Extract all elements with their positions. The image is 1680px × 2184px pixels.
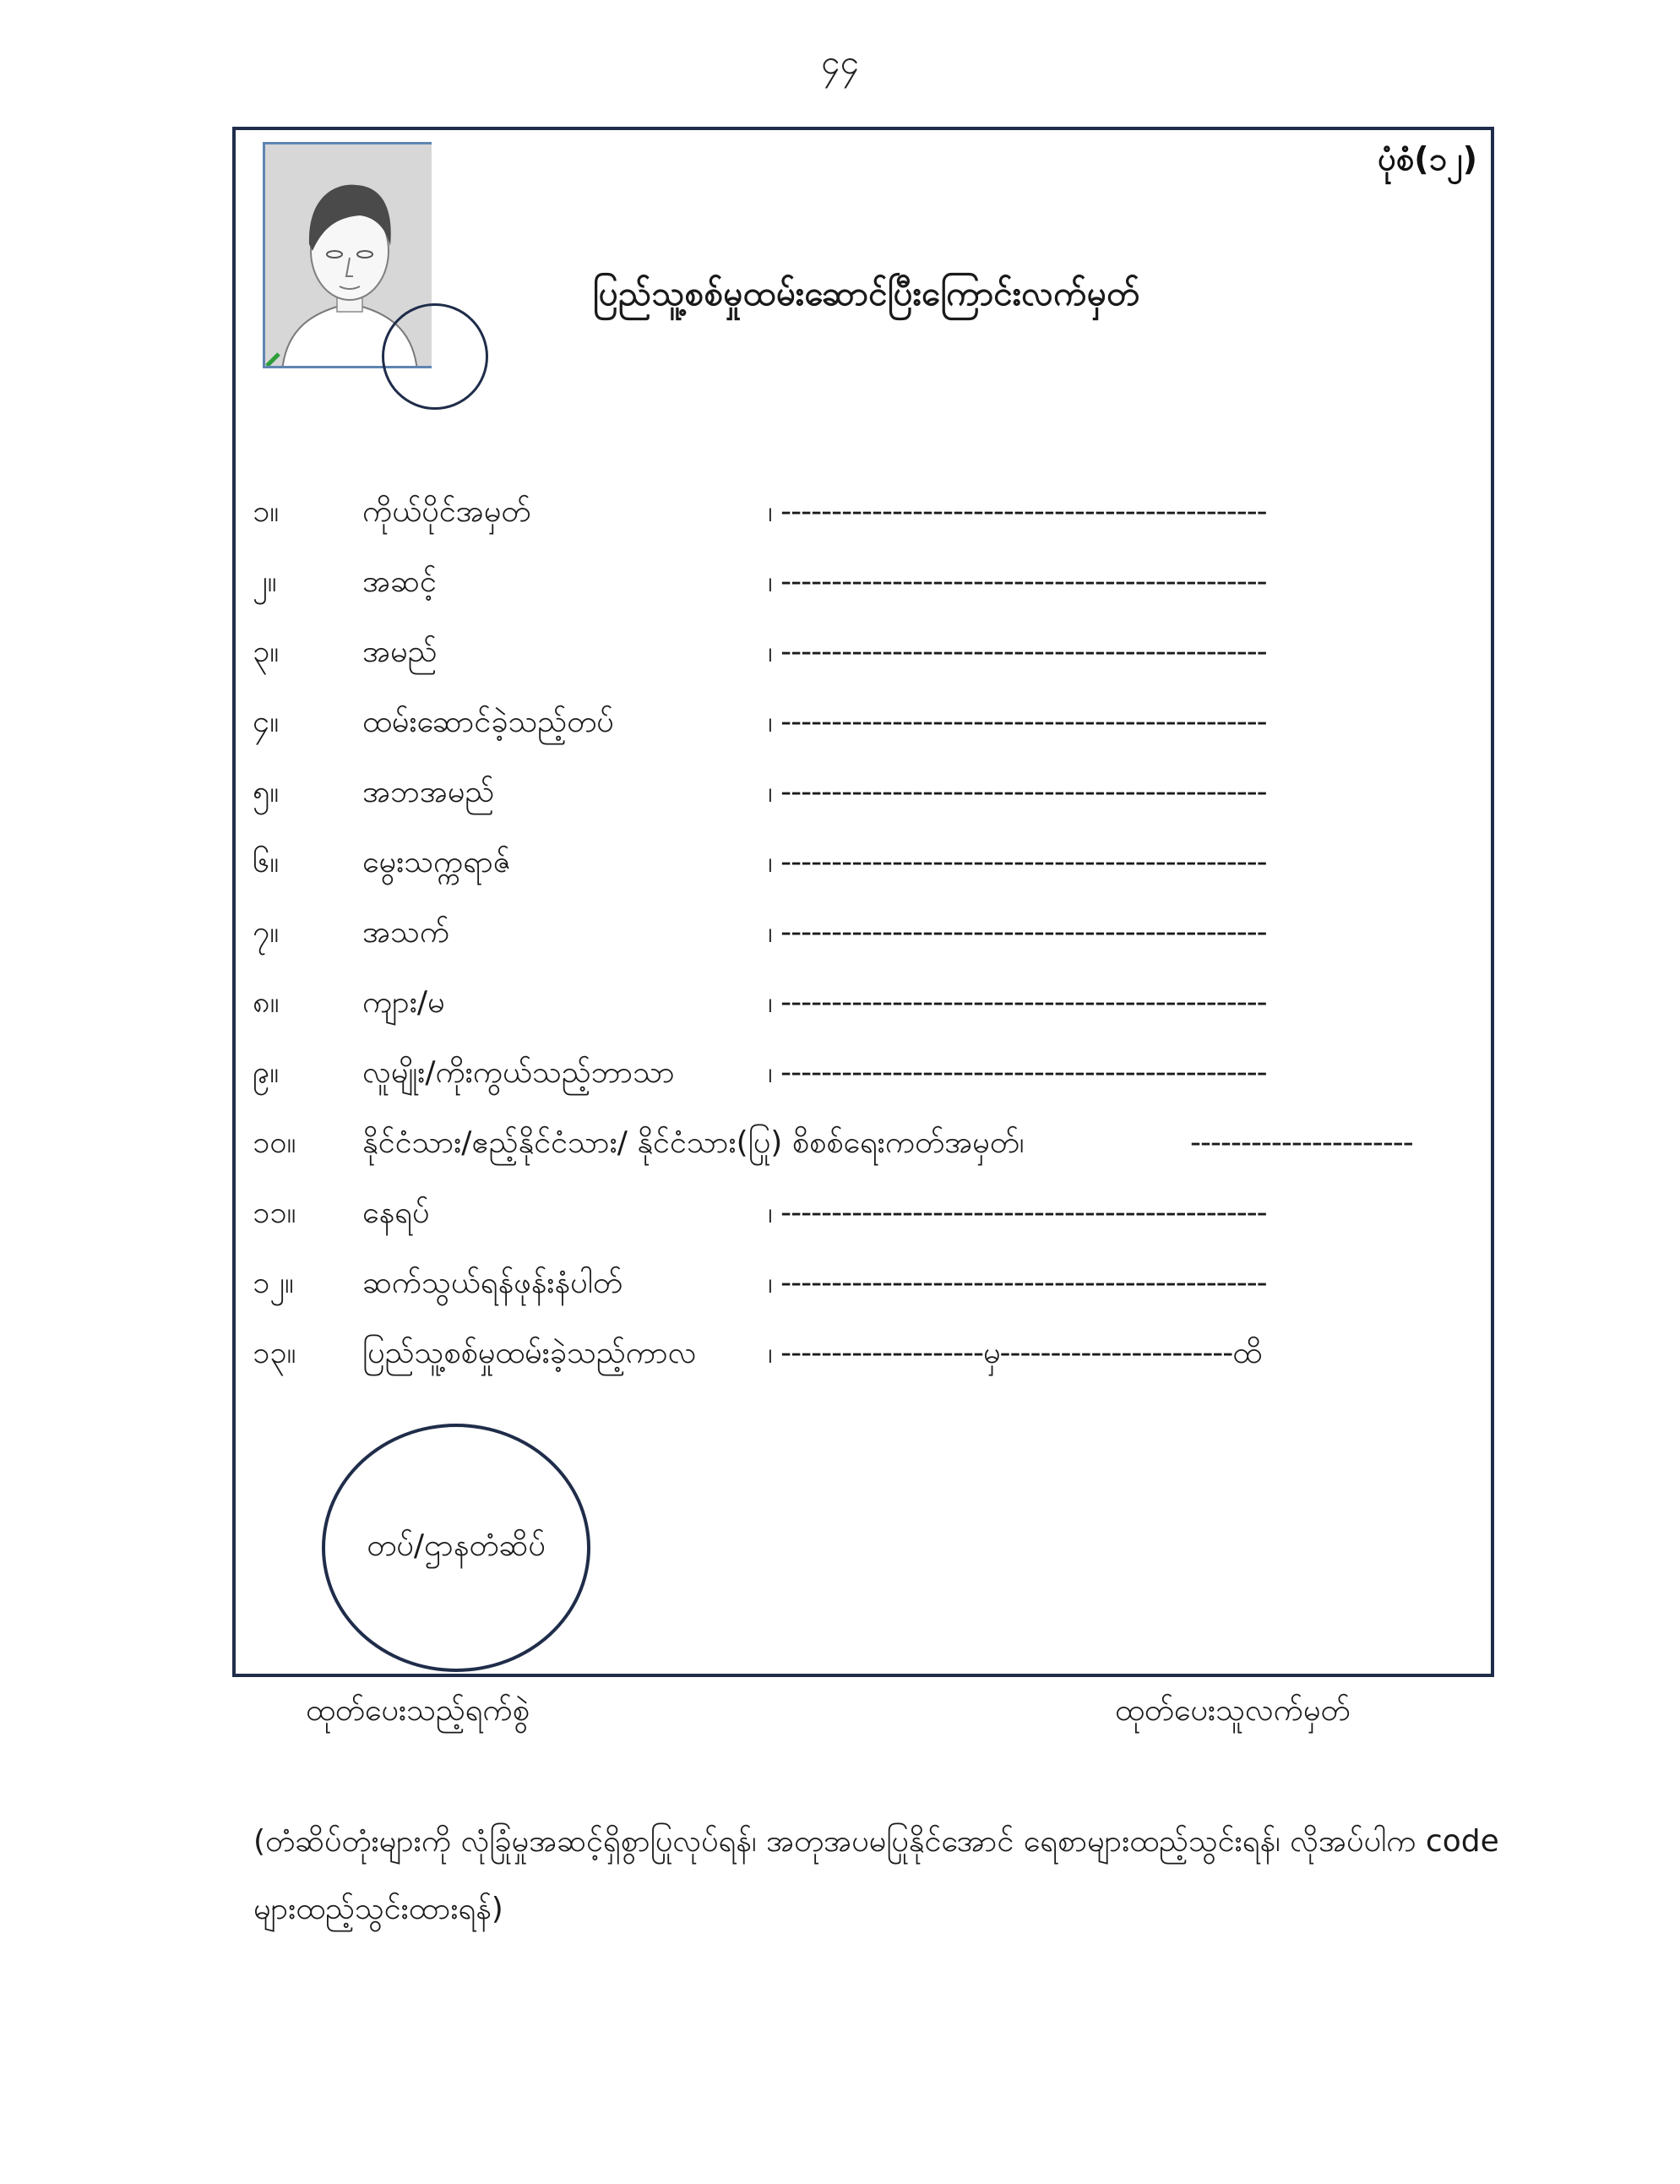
field-label: အသက် [362, 915, 450, 950]
field-row [253, 477, 1486, 547]
field-blank[interactable]: ၊ ------------------------------------------------ [768, 1266, 1267, 1300]
field-row [253, 1038, 1486, 1108]
footnote: (တံဆိပ်တုံးများကို လုံခြုံမှုအဆင့်ရှိစွာပြုလုပ်ရန်၊ အတုအပမပြုနိုင်အောင် ရေစာများထည့်သွင်းရန်၊ လိုအပ်ပါက code များထည့်သွင်းထားရန်) [253, 1824, 1499, 1926]
field-label: အဆင့် [362, 564, 437, 599]
field-row [253, 1178, 1486, 1248]
field-label: ဆက်သွယ်ရန်ဖုန်းနံပါတ် [362, 1266, 623, 1300]
field-number: ၁၂။ [253, 1266, 294, 1300]
field-number: ၈။ [253, 985, 280, 1020]
page-number: ၄၄ [821, 43, 859, 82]
field-row [253, 547, 1486, 617]
field-blank[interactable]: ၊ ------------------------------------------------ [768, 845, 1267, 880]
field-row [253, 897, 1486, 967]
field-number: ၅။ [253, 775, 280, 809]
field-blank[interactable]: ၊ ------------------------------------------------ [768, 705, 1267, 739]
field-label: ထမ်းဆောင်ခဲ့သည့်တပ် [362, 705, 614, 739]
field-number: ၁။ [253, 494, 280, 529]
field-blank[interactable]: ၊ ------------------------------------------------ [768, 1055, 1267, 1090]
field-label: လူမျိုး/ကိုးကွယ်သည့်ဘာသာ [362, 1055, 675, 1090]
form-title: ပြည်သူ့စစ်မှုထမ်းဆောင်ပြီးကြောင်းလက်မှတ် [593, 275, 1140, 313]
issuer-signature-label: ထုတ်ပေးသူလက်မှတ် [1115, 1693, 1351, 1728]
field-row [253, 1248, 1486, 1318]
field-blank[interactable]: ၊ ------------------------------------------------ [768, 564, 1267, 599]
field-number: ၆။ [253, 845, 280, 880]
field-number: ၇။ [253, 915, 280, 950]
field-number: ၃။ [253, 635, 280, 669]
field-label: မွေးသက္ကရာဇ် [362, 845, 512, 880]
field-blank[interactable]: ၊ ------------------------------------------------ [768, 985, 1267, 1020]
field-blank[interactable]: ၊ --------------------မှ-----------------------ထိ [768, 1336, 1262, 1370]
field-row [253, 827, 1486, 897]
field-row [253, 687, 1486, 757]
field-number: ၁၀။ [253, 1125, 296, 1160]
field-blank[interactable]: ၊ ------------------------------------------------ [768, 915, 1267, 950]
field-blank[interactable]: ---------------------- [1190, 1125, 1413, 1160]
field-label: ကျား/မ [362, 985, 445, 1020]
field-number: ၁၁။ [253, 1195, 296, 1230]
seal-label: တပ်/ဌာနတံဆိပ် [367, 1528, 546, 1563]
field-label: နေရပ် [362, 1195, 430, 1230]
field-number: ၁၃။ [253, 1336, 296, 1370]
field-blank[interactable]: ၊ ------------------------------------------------ [768, 494, 1267, 529]
field-row [253, 967, 1486, 1038]
field-number: ၉။ [253, 1055, 280, 1090]
certificate-form [232, 127, 1494, 1677]
field-row [253, 617, 1486, 687]
field-row [253, 1108, 1486, 1178]
field-row [253, 1318, 1486, 1388]
field-label: အဘအမည် [362, 775, 495, 809]
form-code: ပုံစံ(၁၂) [1378, 140, 1477, 177]
form-fields [253, 477, 1486, 1388]
field-label: အမည် [362, 635, 438, 669]
field-blank[interactable]: ၊ ------------------------------------------------ [768, 635, 1267, 669]
issued-date-label: ထုတ်ပေးသည့်ရက်စွဲ [306, 1693, 530, 1728]
field-number: ၂။ [253, 564, 277, 599]
field-blank[interactable]: ၊ ------------------------------------------------ [768, 775, 1267, 809]
unit-seal [322, 1424, 590, 1672]
field-number: ၄။ [253, 705, 280, 739]
field-row [253, 757, 1486, 827]
field-label: နိုင်ငံသား/ဧည့်နိုင်ငံသား/ နိုင်ငံသား(ပြု) စိစစ်ရေးကတ်အမှတ်၊ [362, 1125, 1025, 1160]
field-blank[interactable]: ၊ ------------------------------------------------ [768, 1195, 1267, 1230]
field-label: ကိုယ်ပိုင်အမှတ် [362, 494, 531, 529]
field-label: ပြည်သူ့စစ်မှုထမ်းခဲ့သည့်ကာလ [362, 1336, 697, 1370]
